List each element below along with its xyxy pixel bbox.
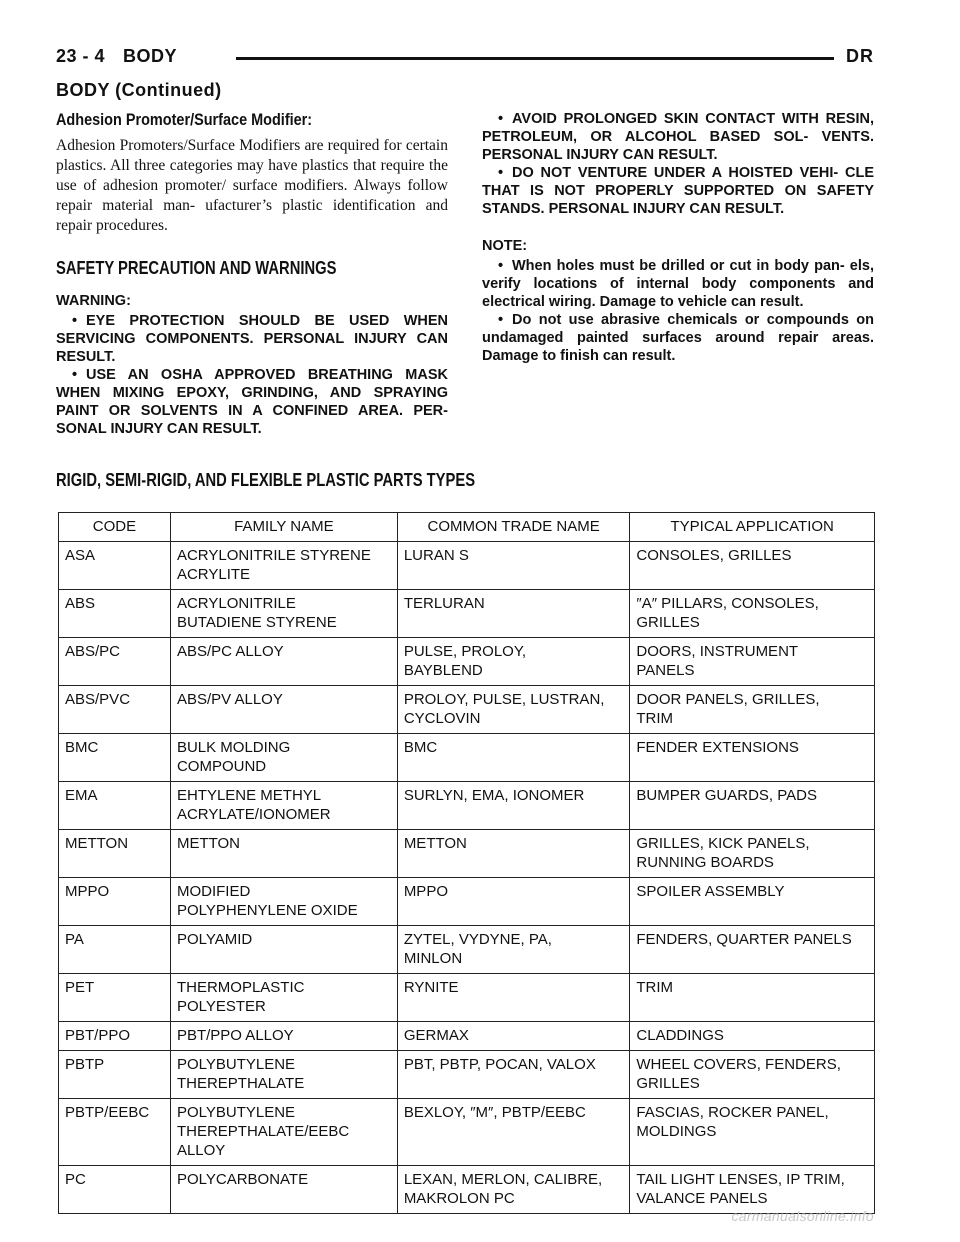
- table-title: RIGID, SEMI-RIGID, AND FLEXIBLE PLASTIC PARTS TYPES: [56, 470, 476, 490]
- table-row: BMC BULK MOLDING COMPOUND BMC FENDER EXTENSIONS: [59, 734, 875, 782]
- warning-label: WARNING:: [56, 293, 131, 309]
- table-row: EMA EHTYLENE METHYL ACRYLATE/IONOMER SURLYN, EMA, IONOMER BUMPER GUARDS, PADS: [59, 782, 875, 830]
- safety-title: SAFETY PRECAUTION AND WARNINGS: [56, 258, 337, 278]
- table-row: MPPO MODIFIED POLYPHENYLENE OXIDE MPPO SPOILER ASSEMBLY: [59, 878, 875, 926]
- bullet-icon: •: [498, 111, 504, 127]
- page-number: 23 - 4: [56, 46, 106, 66]
- table-row: PC POLYCARBONATE LEXAN, MERLON, CALIBRE, MAKROLON PC TAIL LIGHT LENSES, IP TRIM, VALANCE PANELS: [59, 1166, 875, 1214]
- warning-item: • AVOID PROLONGED SKIN CONTACT WITH RESIN, PETROLEUM, OR ALCOHOL BASED SOL- VENTS. PERSONAL INJURY CAN RESULT.: [482, 111, 874, 163]
- table-row: PBTP/EEBC POLYBUTYLENE THEREPTHALATE/EEBC ALLOY BEXLOY, ″M″, PBTP/EEBC FASCIAS, ROCKER PANEL, MOLDINGS: [59, 1099, 875, 1166]
- header-family-name: FAMILY NAME: [170, 513, 397, 542]
- bullet-icon: •: [498, 258, 504, 274]
- table-row: METTON METTON METTON GRILLES, KICK PANELS, RUNNING BOARDS: [59, 830, 875, 878]
- adhesion-body: Adhesion Promoters/Surface Modifiers are required for certain plastics. All three categories may have plastics that require the use of adhesion promoter/ surface modifiers. Always follow repair material man- ufacturer’s plastic identification and repair procedures.: [56, 137, 448, 234]
- left-column: [56, 110, 448, 438]
- plastic-parts-table: [58, 512, 875, 1214]
- table-row: PBT/PPO PBT/PPO ALLOY GERMAX CLADDINGS: [59, 1022, 875, 1051]
- bullet-icon: •: [72, 313, 78, 329]
- table-row: ABS/PC ABS/PC ALLOY PULSE, PROLOY, BAYBLEND DOORS, INSTRUMENT PANELS: [59, 638, 875, 686]
- continued-title: BODY (Continued): [56, 80, 222, 100]
- header-rule: [236, 57, 834, 60]
- bullet-icon: •: [498, 165, 504, 181]
- adhesion-title: Adhesion Promoter/Surface Modifier:: [56, 110, 313, 129]
- section-name: BODY: [123, 46, 178, 66]
- page-header: [56, 46, 874, 74]
- warning-item: • EYE PROTECTION SHOULD BE USED WHEN SERVICING COMPONENTS. PERSONAL INJURY CAN RESULT.: [56, 313, 448, 365]
- warning-item: • USE AN OSHA APPROVED BREATHING MASK WHEN MIXING EPOXY, GRINDING, AND SPRAYING PAINT OR SOLVENTS IN A CONFINED AREA. PER- SONAL INJURY CAN RESULT.: [56, 367, 448, 437]
- note-item: • Do not use abrasive chemicals or compounds on undamaged painted surfaces around repair areas. Damage to finish can result.: [482, 312, 874, 364]
- bullet-icon: •: [498, 312, 504, 328]
- table-row: PA POLYAMID ZYTEL, VYDYNE, PA, MINLON FENDERS, QUARTER PANELS: [59, 926, 875, 974]
- table-row: PBTP POLYBUTYLENE THEREPTHALATE PBT, PBTP, POCAN, VALOX WHEEL COVERS, FENDERS, GRILLES: [59, 1051, 875, 1099]
- table-row: ABS ACRYLONITRILE BUTADIENE STYRENE TERLURAN ″A″ PILLARS, CONSOLES, GRILLES: [59, 590, 875, 638]
- table-row: PET THERMOPLASTIC POLYESTER RYNITE TRIM: [59, 974, 875, 1022]
- table-header-row: [59, 513, 875, 542]
- footer-watermark[interactable]: carmanualsonline.info: [731, 1208, 874, 1224]
- right-column: [482, 110, 874, 365]
- warning-item: • DO NOT VENTURE UNDER A HOISTED VEHI- CLE THAT IS NOT PROPERLY SUPPORTED ON SAFETY STANDS. PERSONAL INJURY CAN RESULT.: [482, 165, 874, 217]
- header-application: TYPICAL APPLICATION: [630, 513, 875, 542]
- header-trade-name: COMMON TRADE NAME: [397, 513, 630, 542]
- note-label: NOTE:: [482, 238, 528, 254]
- bullet-icon: •: [72, 367, 78, 383]
- table-row: ASA ACRYLONITRILE STYRENE ACRYLITE LURAN S CONSOLES, GRILLES: [59, 542, 875, 590]
- note-item: • When holes must be drilled or cut in body pan- els, verify locations of internal body components and electrical wiring. Damage to vehicle can result.: [482, 258, 874, 310]
- model-code: DR: [838, 46, 874, 67]
- header-code: CODE: [59, 513, 171, 542]
- header-left: [56, 46, 187, 67]
- table-row: ABS/PVC ABS/PV ALLOY PROLOY, PULSE, LUSTRAN, CYCLOVIN DOOR PANELS, GRILLES, TRIM: [59, 686, 875, 734]
